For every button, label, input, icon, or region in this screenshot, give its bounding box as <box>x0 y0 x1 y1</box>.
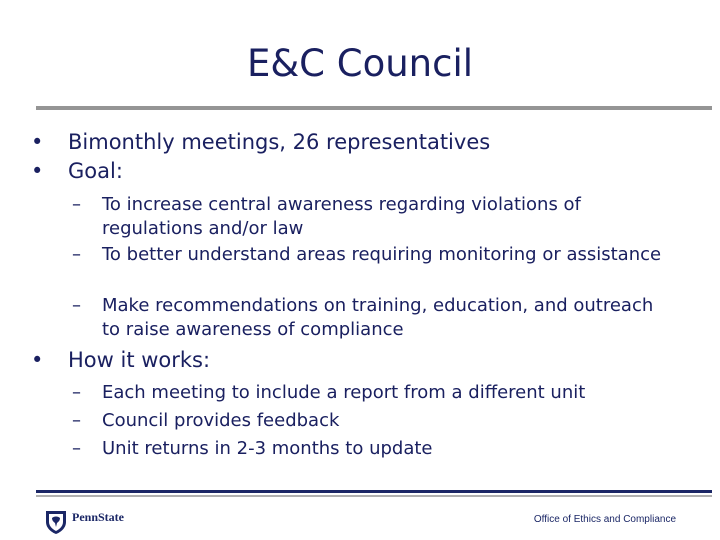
sub-dash: – <box>72 438 81 459</box>
bullet-text: Bimonthly meetings, 26 representatives <box>68 130 491 154</box>
sub-dash: – <box>72 382 81 403</box>
office-label: Office of Ethics and Compliance <box>533 514 676 525</box>
footer-divider-secondary <box>36 495 712 497</box>
slide-title: E&C Council <box>246 42 474 85</box>
sub-dash: – <box>72 244 81 265</box>
bullet-text: How it works: <box>68 348 211 372</box>
title-divider <box>36 106 712 110</box>
bullet-dot: • <box>31 159 44 183</box>
logo-wordmark: PennState <box>72 510 124 524</box>
sub-text: Make recommendations on training, education, and outreach to raise awareness of compliance <box>102 295 654 340</box>
sub-text: Each meeting to include a report from a different unit <box>102 382 586 403</box>
sub-text: Council provides feedback <box>102 410 340 431</box>
sub-dash: – <box>72 194 81 215</box>
sub-text: To increase central awareness regarding violations of regulations and/or law <box>102 194 581 239</box>
bullet-dot: • <box>31 348 44 372</box>
sub-text: To better understand areas requiring monitoring or assistance <box>102 244 662 265</box>
sub-text: Unit returns in 2-3 months to update <box>102 438 433 459</box>
footer-divider <box>36 490 712 493</box>
bullet-text: Goal: <box>68 159 123 183</box>
bullet-dot: • <box>31 130 44 154</box>
sub-dash: – <box>72 295 81 316</box>
sub-dash: – <box>72 410 81 431</box>
